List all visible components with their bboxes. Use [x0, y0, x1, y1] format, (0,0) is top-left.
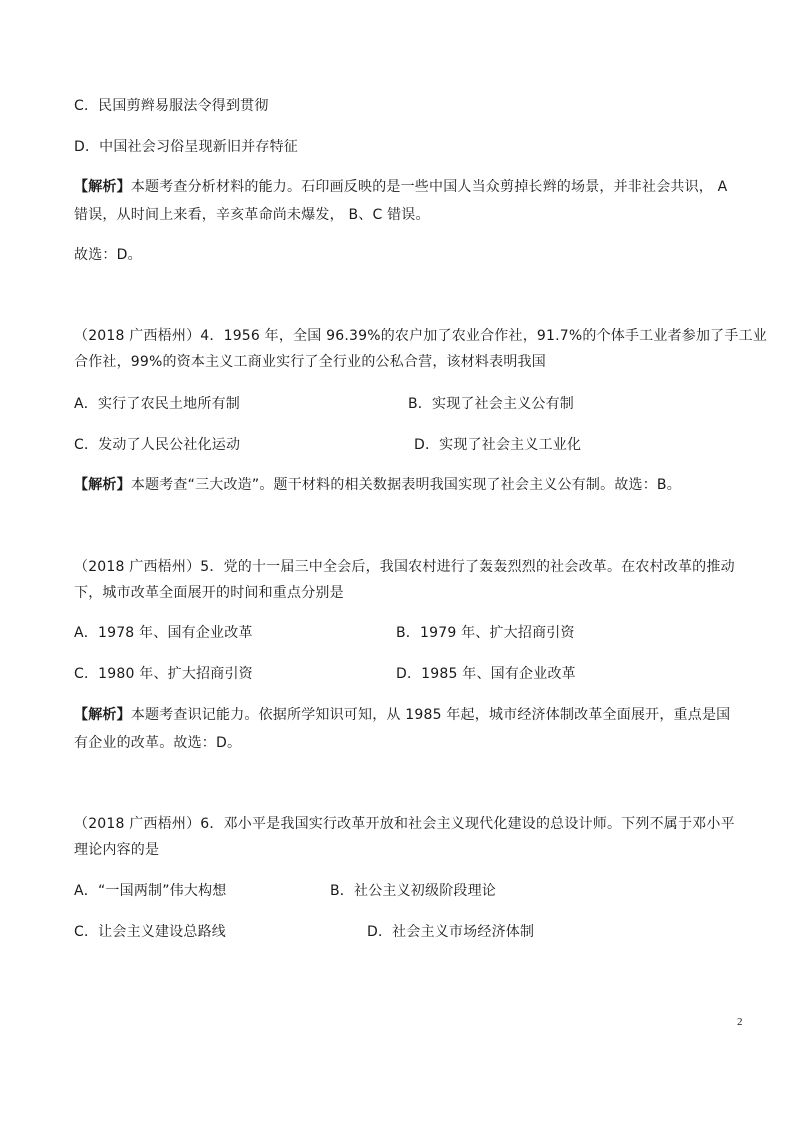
q4-option-b: B．实现了社会主义公有制: [408, 396, 575, 412]
q6-stem: （2018 广西梧州）6．邓小平是我国实行改革开放和社会主义现代化建设的总设计师。下列不属于邓小平: [74, 816, 735, 832]
analysis-tag: 【解析】: [74, 179, 131, 195]
analysis-tag: 【解析】: [74, 707, 131, 723]
q4-option-c: C．发动了人民公社化运动: [74, 437, 241, 453]
q5-analysis: [74, 705, 730, 725]
q5-option-a: A．1978 年、国有企业改革: [74, 625, 253, 641]
q5-stem: （2018 广西梧州）5．党的十一届三中全会后，我国农村进行了轰轰烈烈的社会改革。在农村改革的推动: [74, 559, 735, 575]
q6-option-b: B．社公主义初级阶段理论: [330, 883, 497, 899]
q4-option-d: D．实现了社会主义工业化: [414, 437, 582, 453]
q5-stem-line2: 下，城市改革全面展开的时间和重点分别是: [74, 585, 344, 601]
q5-option-d: D．1985 年、国有企业改革: [396, 666, 576, 682]
q6-stem-line2: 理论内容的是: [74, 842, 160, 858]
q3-analysis-text: 本题考查分析材料的能力。石印画反映的是一些中国人当众剪掉长辫的场景，并非社会共识， A: [130, 179, 728, 195]
q5-analysis-text: 本题考查识记能力。依据所学知识可知，从 1985 年起，城市经济体制改革全面展开，重点是国: [130, 707, 731, 723]
q6-option-a: A．“一国两制”伟大构想: [74, 883, 227, 899]
q4-option-a: A．实行了农民土地所有制: [74, 396, 240, 412]
q5-option-c: C．1980 年、扩大招商引资: [74, 666, 253, 682]
q3-option-c: C．民国剪辫易服法令得到贯彻: [74, 98, 269, 114]
q3-analysis-line2: 错误，从时间上来看，辛亥革命尚未爆发， B、C 错误。: [74, 207, 430, 223]
q6-option-c: C．让会主义建设总路线: [74, 924, 226, 940]
q3-answer: 故选：D。: [74, 247, 142, 263]
q3-analysis: [74, 177, 727, 197]
q4-analysis: [74, 475, 681, 495]
q4-analysis-text: 本题考查“三大改造”。题干材料的相关数据表明我国实现了社会主义公有制。故选：B。: [130, 477, 681, 493]
q5-analysis-line2: 有企业的改革。故选：D。: [74, 735, 242, 751]
analysis-tag: 【解析】: [74, 477, 131, 493]
q6-option-d: D．社会主义市场经济体制: [367, 924, 535, 940]
q4-stem: （2018 广西梧州）4．1956 年，全国 96.39%的农户加了农业合作社，91.7%的个体手工业者参加了手工业: [74, 328, 767, 344]
q5-option-b: B．1979 年、扩大招商引资: [396, 625, 575, 641]
q4-stem-line2: 合作社，99%的资本主义工商业实行了全行业的公私合营，该材料表明我国: [74, 354, 546, 370]
q3-option-d: D．中国社会习俗呈现新旧并存特征: [74, 139, 298, 155]
page-number: 2: [737, 1016, 743, 1028]
